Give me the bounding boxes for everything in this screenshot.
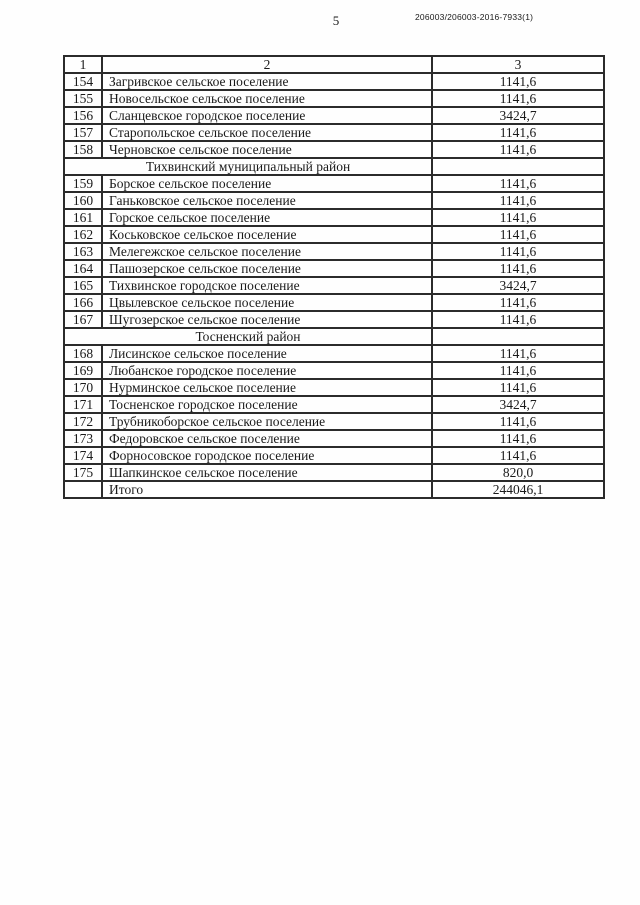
section-title: Тосненский район	[64, 328, 432, 345]
row-number-cell: 174	[64, 447, 102, 464]
column-header-2: 2	[102, 56, 432, 73]
amount-cell: 1141,6	[432, 379, 604, 396]
row-number-cell: 166	[64, 294, 102, 311]
table-row	[64, 277, 604, 294]
table-row	[64, 209, 604, 226]
row-number-cell: 162	[64, 226, 102, 243]
table-row	[64, 260, 604, 277]
row-number-cell: 154	[64, 73, 102, 90]
total-label-cell: Итого	[102, 481, 432, 498]
amount-cell: 1141,6	[432, 226, 604, 243]
amount-cell: 3424,7	[432, 107, 604, 124]
column-header-3: 3	[432, 56, 604, 73]
settlement-name-cell: Трубникоборское сельское поселение	[102, 413, 432, 430]
row-number-cell: 156	[64, 107, 102, 124]
settlement-name-cell: Горское сельское поселение	[102, 209, 432, 226]
amount-cell: 3424,7	[432, 277, 604, 294]
table-row	[64, 464, 604, 481]
table-row	[64, 141, 604, 158]
row-number-cell: 161	[64, 209, 102, 226]
settlement-name-cell: Борское сельское поселение	[102, 175, 432, 192]
row-number-cell	[64, 481, 102, 498]
amount-cell: 1141,6	[432, 447, 604, 464]
amount-cell: 1141,6	[432, 124, 604, 141]
empty-cell	[432, 158, 604, 175]
document-code: 206003/206003-2016-7933(1)	[415, 12, 534, 22]
settlements-table	[63, 55, 605, 499]
row-number-cell: 171	[64, 396, 102, 413]
row-number-cell: 167	[64, 311, 102, 328]
table-row	[64, 396, 604, 413]
amount-cell: 1141,6	[432, 345, 604, 362]
settlement-name-cell: Тосненское городское поселение	[102, 396, 432, 413]
table-row	[64, 362, 604, 379]
amount-cell: 1141,6	[432, 362, 604, 379]
table-row	[64, 430, 604, 447]
settlement-name-cell: Старопольское сельское поселение	[102, 124, 432, 141]
row-number-cell: 165	[64, 277, 102, 294]
settlement-name-cell: Нурминское сельское поселение	[102, 379, 432, 396]
table-body	[64, 73, 604, 498]
row-number-cell: 173	[64, 430, 102, 447]
amount-cell: 1141,6	[432, 175, 604, 192]
settlement-name-cell: Шапкинское сельское поселение	[102, 464, 432, 481]
total-row	[64, 481, 604, 498]
settlement-name-cell: Федоровское сельское поселение	[102, 430, 432, 447]
table-row	[64, 311, 604, 328]
page-number: 5	[332, 13, 340, 28]
settlement-name-cell: Новосельское сельское поселение	[102, 90, 432, 107]
amount-cell: 1141,6	[432, 260, 604, 277]
table-row	[64, 175, 604, 192]
row-number-cell: 169	[64, 362, 102, 379]
amount-cell: 1141,6	[432, 73, 604, 90]
settlement-name-cell: Цвылевское сельское поселение	[102, 294, 432, 311]
amount-cell: 1141,6	[432, 294, 604, 311]
section-header-row	[64, 328, 604, 345]
amount-cell: 820,0	[432, 464, 604, 481]
table-row	[64, 243, 604, 260]
settlement-name-cell: Лисинское сельское поселение	[102, 345, 432, 362]
settlement-name-cell: Коськовское сельское поселение	[102, 226, 432, 243]
column-header-1: 1	[64, 56, 102, 73]
amount-cell: 1141,6	[432, 430, 604, 447]
table-row	[64, 379, 604, 396]
table-row	[64, 73, 604, 90]
table-header-row	[64, 56, 604, 73]
amount-cell: 1141,6	[432, 413, 604, 430]
table-row	[64, 90, 604, 107]
table-row	[64, 107, 604, 124]
row-number-cell: 175	[64, 464, 102, 481]
amount-cell: 3424,7	[432, 396, 604, 413]
settlement-name-cell: Черновское сельское поселение	[102, 141, 432, 158]
table-row	[64, 345, 604, 362]
amount-cell: 1141,6	[432, 141, 604, 158]
settlement-name-cell: Форносовское городское поселение	[102, 447, 432, 464]
amount-cell: 1141,6	[432, 192, 604, 209]
settlement-name-cell: Пашозерское сельское поселение	[102, 260, 432, 277]
table-row	[64, 124, 604, 141]
row-number-cell: 157	[64, 124, 102, 141]
row-number-cell: 172	[64, 413, 102, 430]
settlement-name-cell: Любанское городское поселение	[102, 362, 432, 379]
row-number-cell: 163	[64, 243, 102, 260]
settlement-name-cell: Ганьковское сельское поселение	[102, 192, 432, 209]
row-number-cell: 158	[64, 141, 102, 158]
row-number-cell: 170	[64, 379, 102, 396]
section-header-row	[64, 158, 604, 175]
settlement-name-cell: Тихвинское городское поселение	[102, 277, 432, 294]
row-number-cell: 160	[64, 192, 102, 209]
settlement-name-cell: Мелегежское сельское поселение	[102, 243, 432, 260]
row-number-cell: 164	[64, 260, 102, 277]
total-amount-cell: 244046,1	[432, 481, 604, 498]
table-row	[64, 447, 604, 464]
settlement-name-cell: Сланцевское городское поселение	[102, 107, 432, 124]
empty-cell	[432, 328, 604, 345]
amount-cell: 1141,6	[432, 209, 604, 226]
row-number-cell: 159	[64, 175, 102, 192]
table-row	[64, 294, 604, 311]
row-number-cell: 155	[64, 90, 102, 107]
table-row	[64, 413, 604, 430]
amount-cell: 1141,6	[432, 90, 604, 107]
row-number-cell: 168	[64, 345, 102, 362]
table-row	[64, 192, 604, 209]
section-title: Тихвинский муниципальный район	[64, 158, 432, 175]
amount-cell: 1141,6	[432, 243, 604, 260]
settlement-name-cell: Загривское сельское поселение	[102, 73, 432, 90]
amount-cell: 1141,6	[432, 311, 604, 328]
settlement-name-cell: Шугозерское сельское поселение	[102, 311, 432, 328]
table-row	[64, 226, 604, 243]
